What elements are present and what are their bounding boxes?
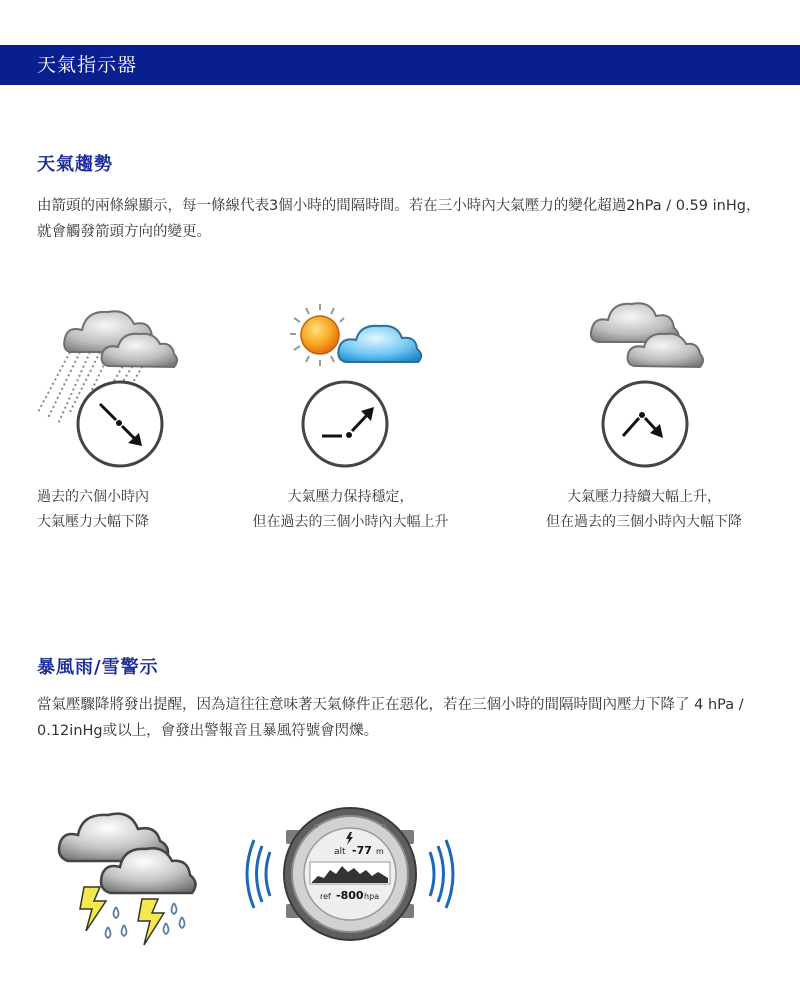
flat-then-rising-arrow-icon bbox=[303, 382, 387, 466]
storm-alarm-description: 當氣壓驟降將發出提醒，因為這往往意味著天氣條件正在惡化，若在三個小時的間隔時間內壓力下降了 4 hPa / 0.12inHg或以上，會發出警報音且暴風符號會閃爍。 bbox=[37, 697, 744, 739]
watch-ref-value: -800 bbox=[336, 889, 364, 902]
caption-pressure-falling bbox=[37, 485, 149, 535]
pressure-reversal-figure bbox=[560, 290, 740, 480]
watch-alt-label-text: alt bbox=[334, 847, 346, 857]
storm-alarm-heading: 暴風雨/雪警示 bbox=[37, 657, 159, 678]
caption-line-2: 但在過去的三個小時內大幅下降 bbox=[546, 514, 742, 530]
caption-pressure-reversal bbox=[520, 485, 768, 535]
sun-cloud-icon bbox=[290, 304, 421, 366]
caption-line-1: 過去的六個小時內 bbox=[37, 489, 149, 505]
pressure-falling-figure bbox=[30, 290, 210, 480]
caption-line-2: 但在過去的三個小時內大幅上升 bbox=[252, 514, 449, 530]
caption-pressure-rising bbox=[228, 485, 473, 535]
caption-line-1: 大氣壓力持續大幅上升， bbox=[567, 489, 721, 505]
watch-alt-value: -77 bbox=[352, 844, 372, 857]
watch-alt-label bbox=[334, 847, 346, 857]
watch-ref-unit: hpa bbox=[364, 892, 380, 901]
watch-body bbox=[284, 808, 416, 940]
weather-trend-heading: 天氣趨勢 bbox=[37, 154, 113, 175]
caption-line-2: 大氣壓力大幅下降 bbox=[37, 514, 149, 530]
watch-ref-label: ref bbox=[320, 892, 331, 901]
watch-alt-unit: m bbox=[376, 847, 384, 856]
clouds-icon bbox=[591, 303, 703, 367]
caption-line-1: 大氣壓力保持穩定， bbox=[287, 489, 414, 505]
weather-trend-description: 由箭頭的兩條線顯示，每一條線代表3個小時的間隔時間。若在三小時內大氣壓力的變化超過2hPa / 0.59 inHg，就會觸發箭頭方向的變更。 bbox=[37, 198, 761, 240]
header-bar bbox=[0, 45, 800, 85]
thunderstorm-clouds-icon bbox=[50, 795, 210, 955]
rising-then-falling-arrow-icon bbox=[603, 382, 687, 466]
watch-storm-alarm bbox=[240, 800, 460, 950]
falling-arrow-icon bbox=[78, 382, 162, 466]
pressure-rising-figure bbox=[270, 290, 450, 480]
page-title: 天氣指示器 bbox=[37, 54, 138, 76]
